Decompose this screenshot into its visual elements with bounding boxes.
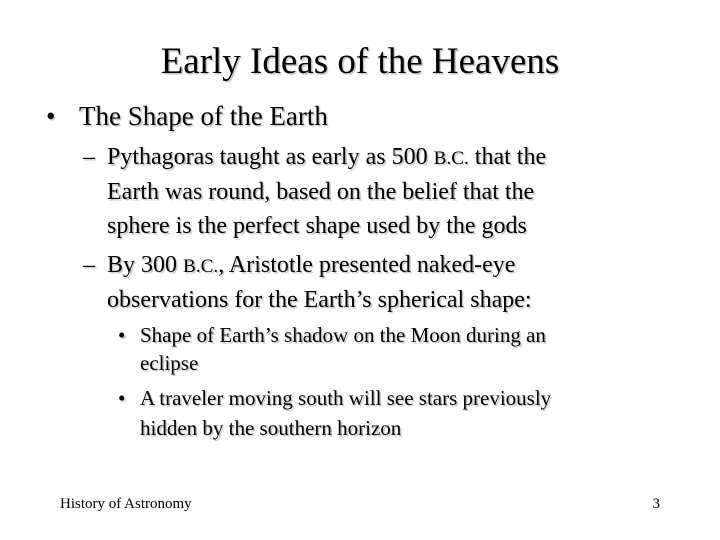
dash-marker: – <box>83 252 95 278</box>
subpoint-line: Pythagoras taught as early as 500 B.C. that the <box>107 144 547 170</box>
era-abbreviation: B.C. <box>433 148 469 169</box>
bullet-marker: • <box>118 323 126 347</box>
subpoint-line: observations for the Earth’s spherical shape: <box>107 287 532 313</box>
dash-marker: – <box>83 144 95 170</box>
subpoint-line: By 300 B.C., Aristotle presented naked-eye <box>107 252 516 278</box>
subpoint-line: sphere is the perfect shape used by the gods <box>107 213 527 239</box>
detail-line: A traveler moving south will see stars previously <box>140 386 552 410</box>
detail-line: eclipse <box>140 351 199 375</box>
bullet-marker: • <box>118 386 126 410</box>
era-abbreviation: B.C. <box>183 256 219 277</box>
detail-line: hidden by the southern horizon <box>140 416 402 440</box>
subpoint-line: Earth was round, based on the belief that the <box>107 179 535 205</box>
main-bullet-text: The Shape of the Earth <box>79 101 328 131</box>
slide-title: Early Ideas of the Heavens <box>160 41 560 82</box>
bullet-marker: • <box>46 101 56 131</box>
footer-course-title: History of Astronomy <box>60 496 192 512</box>
page-number: 3 <box>652 496 660 512</box>
detail-line: Shape of Earth’s shadow on the Moon during an <box>140 323 546 347</box>
